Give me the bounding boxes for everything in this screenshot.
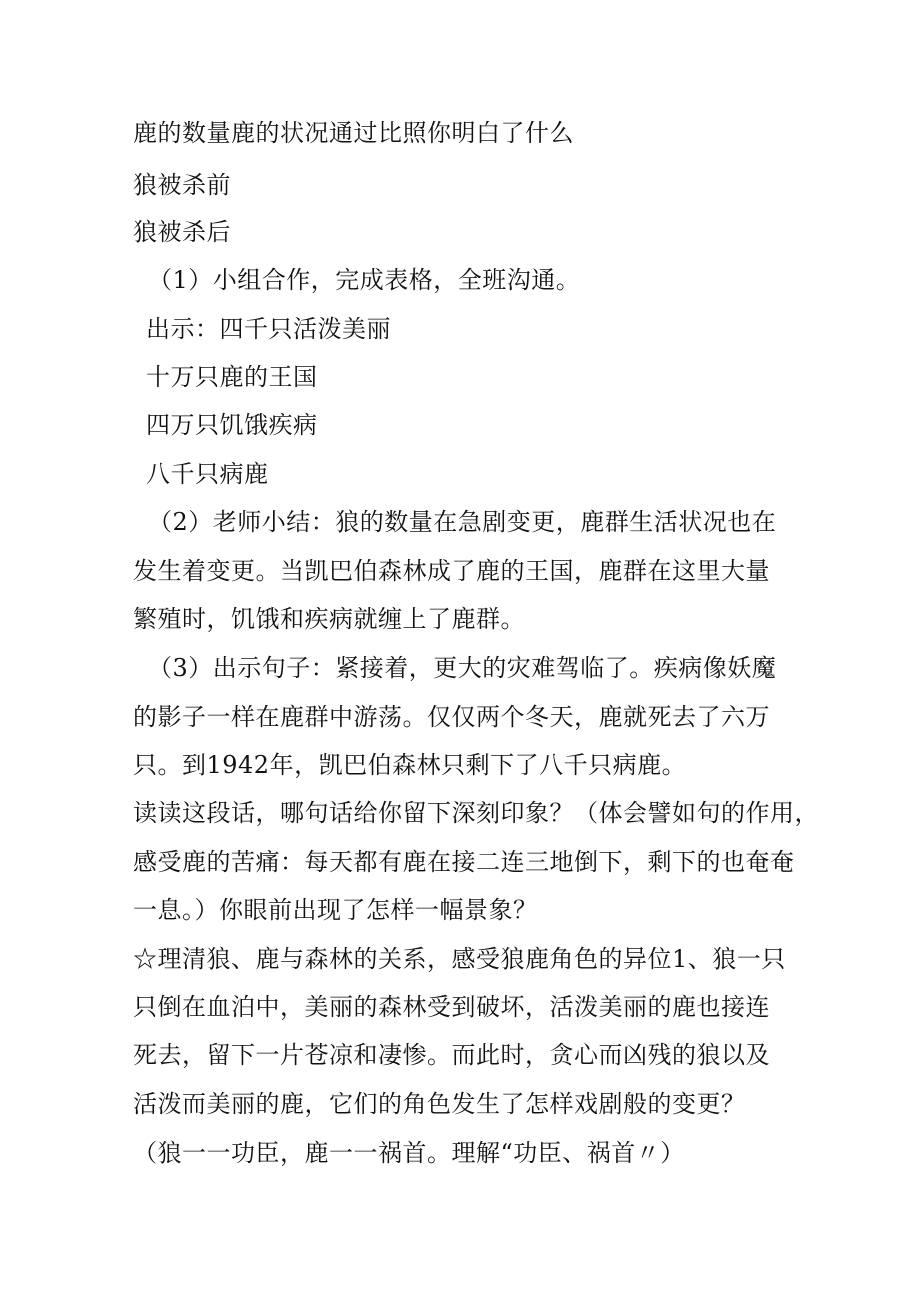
text-line: 只倒在血泊中，美丽的森林受到破坏，活泼美丽的鹿也接连 xyxy=(133,993,770,1021)
text-line: 的影子一样在鹿群中游荡。仅仅两个冬天，鹿就死去了六万 xyxy=(133,703,770,731)
text-line-before-wolves-killed: 狼被杀前 xyxy=(133,171,231,199)
text-line: 发生着变更。当凯巴伯森林成了鹿的王国，鹿群在这里大量 xyxy=(133,557,770,585)
text-line-show-4000: 出示：四千只活泼美丽 xyxy=(146,315,391,343)
text-line-100000: 十万只鹿的王国 xyxy=(146,363,318,391)
text-line: 感受鹿的苦痛：每天都有鹿在接二连三地倒下，剩下的也奄奄 xyxy=(133,848,795,876)
text-line: 死去，留下一片苍凉和凄惨。而此时，贪心而凶残的狼以及 xyxy=(133,1041,770,1069)
text-line-question: 鹿的数量鹿的状况通过比照你明白了什么 xyxy=(133,119,574,147)
text-line-step-2: （2）老师小结：狼的数量在急剧变更，鹿群生活状况也在 xyxy=(148,508,777,536)
text-line-step-3: （3）出示句子：紧接着，更大的灾难驾临了。疾病像妖魔 xyxy=(148,654,777,682)
text-line: 只。到1942年，凯巴伯森林只剩下了八千只病鹿。 xyxy=(133,751,687,779)
text-line-after-wolves-killed: 狼被杀后 xyxy=(133,218,231,246)
text-line-reading-prompt: 读读这段话，哪句话给你留下深刻印象？（体会譬如句的作用， xyxy=(133,799,819,827)
text-line-step-1: （1）小组合作，完成表格，全班沟通。 xyxy=(148,266,581,294)
text-line-40000: 四万只饥饿疾病 xyxy=(146,411,318,439)
text-line: 繁殖时，饥饿和疾病就缠上了鹿群。 xyxy=(133,605,525,633)
text-line: 活泼而美丽的鹿，它们的角色发生了怎样戏剧般的变更？ xyxy=(133,1090,746,1118)
text-line-roles: （狼一一功臣，鹿一一祸首。理解“功臣、祸首〃） xyxy=(133,1139,685,1167)
text-line-relationship: ☆理清狼、鹿与森林的关系，感受狼鹿角色的异位1、狼一只 xyxy=(133,945,786,973)
text-line: 一息。）你眼前出现了怎样一幅景象？ xyxy=(133,896,538,924)
text-line-8000: 八千只病鹿 xyxy=(146,460,269,488)
